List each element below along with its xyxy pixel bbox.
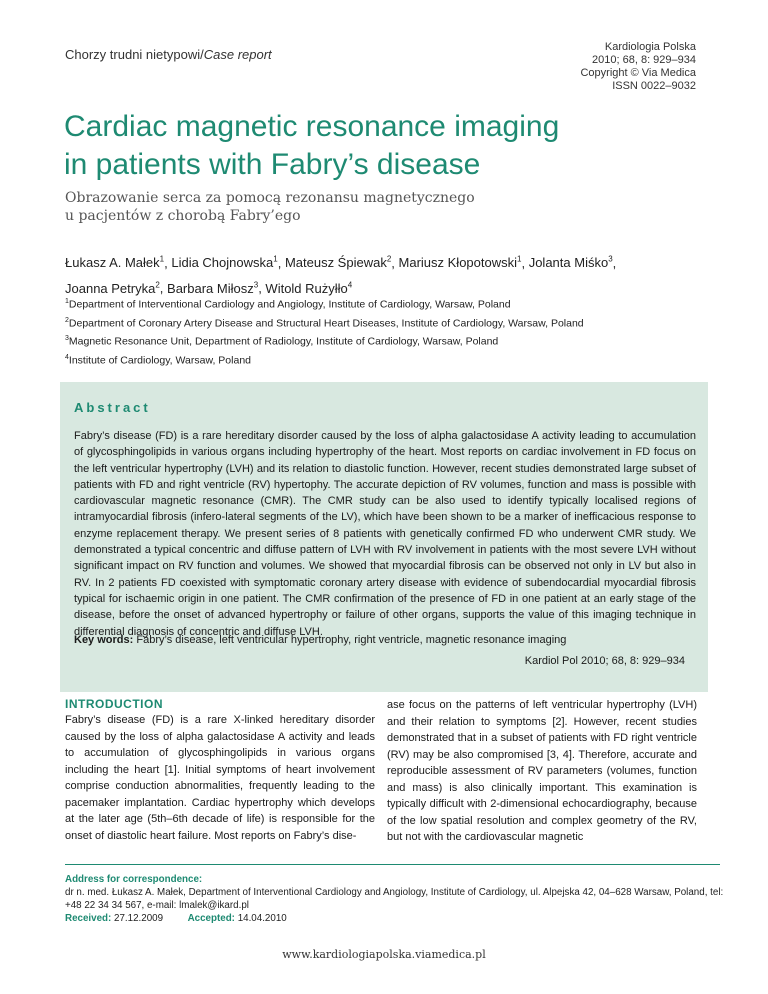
affiliation: $^2$Department of Coronary Artery Disease and Structural Heart Diseases, Institute of Cardiology, Warsaw, Poland [65, 316, 584, 329]
journal-issn: ISSN 0022–9032 [612, 80, 696, 92]
intro-heading: INTRODUCTION [65, 697, 163, 711]
author-list: Łukasz A. Małek$^1$, Lidia Chojnowska$^1$, Mateusz Śpiewak$^2$, Mariusz Kłopotowski$^1$, Jolanta Miśko$^3$, Joanna Petryka$^2$, Barbara Miłosz$^3$, Witold Rużyłło$^4$ [65, 255, 617, 296]
section-label-en: Case report [203, 47, 272, 62]
intro-left-column: Fabry’s disease (FD) is a rare X-linked hereditary disorder caused by the loss of alpha galactosidase A activity and leads to accumulation of glycosphingolipids in various organs including the heart [1]. Initial symptoms of heart involvement comprise conduction abnormalities, frequently leading to the pacemaker implantation. Cardiac hypertrophy which develops at the later age (5th–6th decade of life) is responsible for the onset of diastolic heart failure. Most reports on Fabry’s dise- [65, 714, 375, 842]
affiliation: $^3$Magnetic Resonance Unit, Department of Radiology, Institute of Cardiology, Warsaw, Poland [65, 335, 499, 348]
journal-copyright: Copyright © Via Medica [580, 67, 696, 79]
author: Łukasz A. Małek$^1$ [65, 255, 165, 271]
author: Mateusz Śpiewak$^2$ [284, 255, 392, 271]
author: Joanna Petryka$^2$ [65, 280, 160, 296]
affiliation: $^4$Institute of Cardiology, Warsaw, Poland [65, 353, 251, 366]
section-label [65, 47, 272, 62]
subtitle-line-2: u pacjentów z chorobą Fabry’ego [65, 208, 301, 224]
correspondence-text: dr n. med. Łukasz A. Małek, Department of Interventional Cardiology and Angiology, Institute of Cardiology, ul. Alpejska 42, 04–628 Warsaw, Poland, tel: +48 22 34 34 567, e-mail: lmalek@ikard.pl [65, 887, 724, 911]
affiliation-list [65, 294, 715, 368]
title-line-1: Cardiac magnetic resonance imaging [64, 110, 560, 143]
abstract-text: Fabry’s disease (FD) is a rare hereditary disorder caused by the loss of alpha galactosidase A activity leading to accumulation of glycosphingolipids in various organs including hypertrophy of the heart. Most reports on cardiac involvement in FD focus on the left ventricular hypertrophy (LVH) and its relation to diastolic function. However, recent studies demonstrated large subset of patients with FD and right ventricle (RV) hypertophy. The accurate depiction of RV volumes, function and mass is possible with cardiovascular magnetic resonance (CMR). The CMR study can be also used to identify typically localised regions of intramyocardial fibrosis (infero-lateral segments of the LV), which have been shown to be a marker of inefficacious response to enzyme replacement therapy. We present series of 8 patients with genetically confirmed FD who underwent CMR study. We demonstrated a typical concentric and diffuse pattern of LVH with RV involvement in patients with the most severe LVH without significant impact on RV function and volumes. We showed that myocardial fibrosis can be observed not only in LV but also in RV. In 2 patients FD coexisted with symptomatic coronary artery disease with evidence of subendocardial myocardial fibrosis typical for ischaemic origin in one patient. The CMR confirmation of the presence of FD in one patient at an early stage of the disease, before the onset of advanced hypertrophy or failure of other organs, supports the value of this imaging technique in differential diagnosis of concentric and diffuse LVH. [74, 430, 696, 638]
divider [65, 864, 720, 865]
abstract-heading: Abstract [74, 400, 151, 415]
article-title [64, 108, 704, 184]
citation: Kardiol Pol 2010; 68, 8: 929–934 [524, 655, 685, 667]
keywords-label: Key words: [74, 634, 134, 646]
dates [65, 912, 725, 925]
accepted-label: Accepted: [187, 913, 235, 924]
article-subtitle [65, 189, 705, 225]
affiliation: $^1$Department of Interventional Cardiology and Angiology, Institute of Cardiology, Warsaw, Poland [65, 298, 511, 311]
author: Jolanta Miśko$^3$ [528, 255, 613, 271]
journal-name: Kardiologia Polska [604, 41, 696, 53]
intro-right-column: ase focus on the patterns of left ventricular hypertrophy (LVH) and their relation to symptoms [2]. However, recent studies demonstrated that in a subset of patients with FD right ventricle (RV) may be also compromised [3, 4]. Therefore, accurate and reproducible assessment of RV parameters (volumes, function and mass) is also clinically important. This examination is typically difficult with 2-dimensional echocardiography, because of the low spatial resolution and complex geometry of the RV, but not with the cardiovascular magnetic [387, 699, 697, 843]
correspondence-label: Address for correspondence: [65, 874, 203, 885]
journal-volume: 2010; 68, 8: 929–934 [592, 54, 696, 66]
subtitle-line-1: Obrazowanie serca za pomocą rezonansu magnetycznego [65, 190, 475, 206]
received-label: Received: [65, 913, 112, 924]
footer-url[interactable]: www.kardiologiapolska.viamedica.pl [282, 948, 486, 961]
received-date: 27.12.2009 [114, 913, 164, 924]
section-label-pl: Chorzy trudni nietypowi/ [65, 47, 204, 62]
journal-info [580, 41, 696, 93]
keywords [74, 632, 696, 648]
author: Witold Rużyłło$^4$ [265, 280, 353, 296]
correspondence [65, 873, 725, 925]
accepted-date: 14.04.2010 [237, 913, 287, 924]
title-line-2: in patients with Fabry’s disease [64, 148, 481, 181]
keywords-text: Fabry’s disease, left ventricular hypertrophy, right ventricle, magnetic resonance imaging [136, 634, 567, 646]
author: Lidia Chojnowska$^1$ [171, 255, 278, 271]
author: Barbara Miłosz$^3$ [167, 280, 259, 296]
author: Mariusz Kłopotowski$^1$ [398, 255, 522, 271]
